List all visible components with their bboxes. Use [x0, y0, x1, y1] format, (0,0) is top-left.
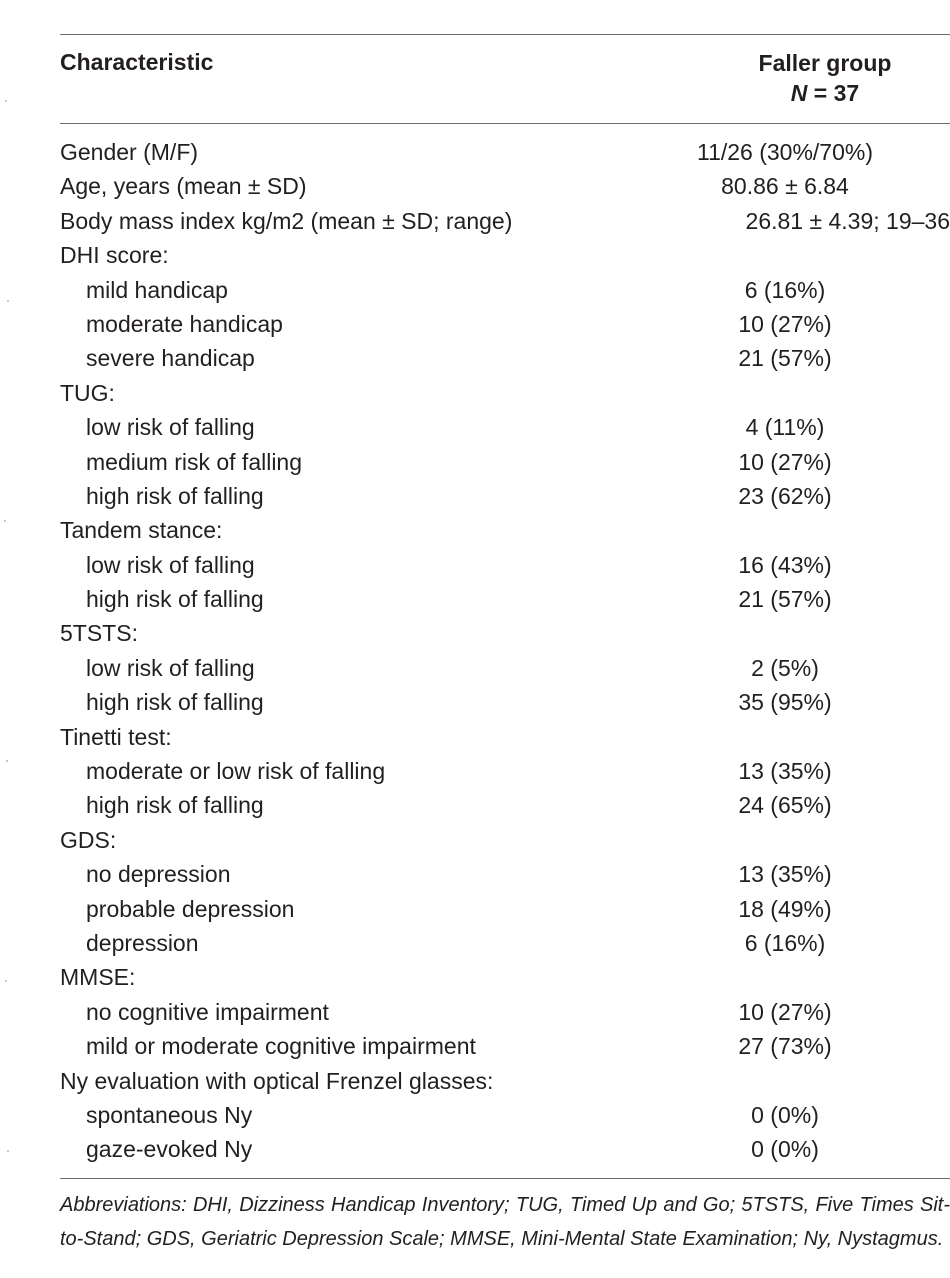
- table-row: [60, 825, 950, 859]
- table-row: [60, 240, 950, 274]
- table-subrow: [60, 997, 950, 1031]
- n-value: = 37: [807, 80, 860, 106]
- row-label: TUG:: [60, 379, 115, 406]
- scan-speck: [4, 520, 6, 522]
- row-label: low risk of falling: [86, 414, 255, 441]
- row-label: no depression: [86, 861, 231, 888]
- row-value: 18 (49%): [738, 895, 832, 922]
- row-value: 13 (35%): [738, 861, 832, 888]
- row-label: Tinetti test:: [60, 723, 172, 750]
- row-value: 10 (27%): [738, 998, 832, 1025]
- row-value: 16 (43%): [738, 551, 832, 578]
- column-header-characteristic: Characteristic: [60, 49, 214, 75]
- group-size: [700, 78, 950, 108]
- scan-speck: [7, 1150, 9, 1152]
- row-label: gaze-evoked Ny: [86, 1136, 253, 1163]
- row-label: low risk of falling: [86, 551, 255, 578]
- table-subrow: [60, 756, 950, 790]
- table-row: [60, 137, 950, 171]
- row-label: Tandem stance:: [60, 517, 223, 544]
- table-row: [60, 962, 950, 996]
- row-label: GDS:: [60, 826, 117, 853]
- table-subrow: [60, 687, 950, 721]
- table-subrow: [60, 412, 950, 446]
- table-footnote: Abbreviations: DHI, Dizziness Handicap Inventory; TUG, Timed Up and Go; 5TSTS, Five Times Sit-to-Stand; GDS, Geriatric Depression Scale; MMSE, Mini-Mental State Examination; Ny, Nystagmus.: [60, 1194, 950, 1250]
- table-subrow: [60, 481, 950, 515]
- table-subrow: [60, 584, 950, 618]
- table-row: [60, 171, 950, 205]
- row-value: 21 (57%): [738, 345, 832, 372]
- row-value: 6 (16%): [744, 276, 826, 303]
- row-label: probable depression: [86, 895, 295, 922]
- row-value: 2 (5%): [751, 654, 819, 681]
- table-body: [60, 137, 950, 1169]
- row-value: 35 (95%): [738, 689, 832, 716]
- table-subrow: [60, 790, 950, 824]
- row-label: mild handicap: [86, 276, 228, 303]
- table-subrow: [60, 1134, 950, 1168]
- column-header-faller-group: [700, 48, 950, 108]
- row-value: 24 (65%): [738, 792, 832, 819]
- table-subrow: [60, 275, 950, 309]
- group-label: Faller group: [758, 50, 892, 76]
- table-row: [60, 1066, 950, 1100]
- table-subrow: [60, 894, 950, 928]
- row-value: 11/26 (30%/70%): [696, 139, 873, 165]
- row-label: high risk of falling: [86, 792, 264, 819]
- row-value: 80.86 ± 6.84: [721, 173, 849, 200]
- row-value: 10 (27%): [738, 448, 832, 475]
- table-subrow: [60, 343, 950, 377]
- row-label: Body mass index kg/m2 (mean ± SD; range): [60, 207, 513, 234]
- row-value: 10 (27%): [738, 310, 832, 337]
- row-label: Ny evaluation with optical Frenzel glasses:: [60, 1067, 494, 1094]
- scan-speck: [5, 980, 7, 982]
- row-label: 5TSTS:: [60, 620, 138, 647]
- row-label: low risk of falling: [86, 654, 255, 681]
- row-label: high risk of falling: [86, 586, 264, 613]
- row-label: moderate handicap: [86, 310, 283, 337]
- table-subrow: [60, 859, 950, 893]
- row-label: moderate or low risk of falling: [86, 758, 386, 785]
- table-subrow: [60, 550, 950, 584]
- row-label: depression: [86, 929, 199, 956]
- table-row: [60, 618, 950, 652]
- row-label: severe handicap: [86, 345, 255, 372]
- top-rule: [60, 34, 950, 35]
- row-value: 0 (0%): [751, 1101, 819, 1128]
- bottom-rule: [60, 1178, 950, 1179]
- table-subrow: [60, 653, 950, 687]
- scan-speck: [5, 100, 7, 102]
- table-row: [60, 206, 950, 240]
- table-row: [60, 378, 950, 412]
- row-value: 26.81 ± 4.39; 19–36: [745, 207, 950, 234]
- row-value: 27 (73%): [738, 1033, 832, 1060]
- table-subrow: [60, 447, 950, 481]
- row-label: medium risk of falling: [86, 448, 303, 475]
- row-value: 6 (16%): [744, 929, 826, 956]
- row-value: 23 (62%): [738, 482, 832, 509]
- table-subrow: [60, 928, 950, 962]
- table-subrow: [60, 1031, 950, 1065]
- scan-speck: [6, 760, 8, 762]
- row-label: Gender (M/F): [60, 139, 199, 165]
- row-label: high risk of falling: [86, 689, 264, 716]
- scan-speck: [7, 300, 9, 302]
- row-value: 0 (0%): [751, 1136, 819, 1163]
- table-subrow: [60, 309, 950, 343]
- row-label: no cognitive impairment: [86, 998, 329, 1025]
- row-label: high risk of falling: [86, 482, 264, 509]
- row-label: DHI score:: [60, 242, 169, 269]
- table-subrow: [60, 1100, 950, 1134]
- n-symbol: N: [790, 80, 808, 106]
- row-label: Age, years (mean ± SD): [60, 173, 307, 200]
- row-label: mild or moderate cognitive impairment: [86, 1033, 476, 1060]
- row-value: 4 (11%): [745, 414, 825, 441]
- row-label: spontaneous Ny: [86, 1101, 253, 1128]
- row-label: MMSE:: [60, 964, 136, 991]
- table-row: [60, 722, 950, 756]
- header-rule: [60, 123, 950, 124]
- table-row: [60, 515, 950, 549]
- row-value: 13 (35%): [738, 758, 832, 785]
- row-value: 21 (57%): [738, 586, 832, 613]
